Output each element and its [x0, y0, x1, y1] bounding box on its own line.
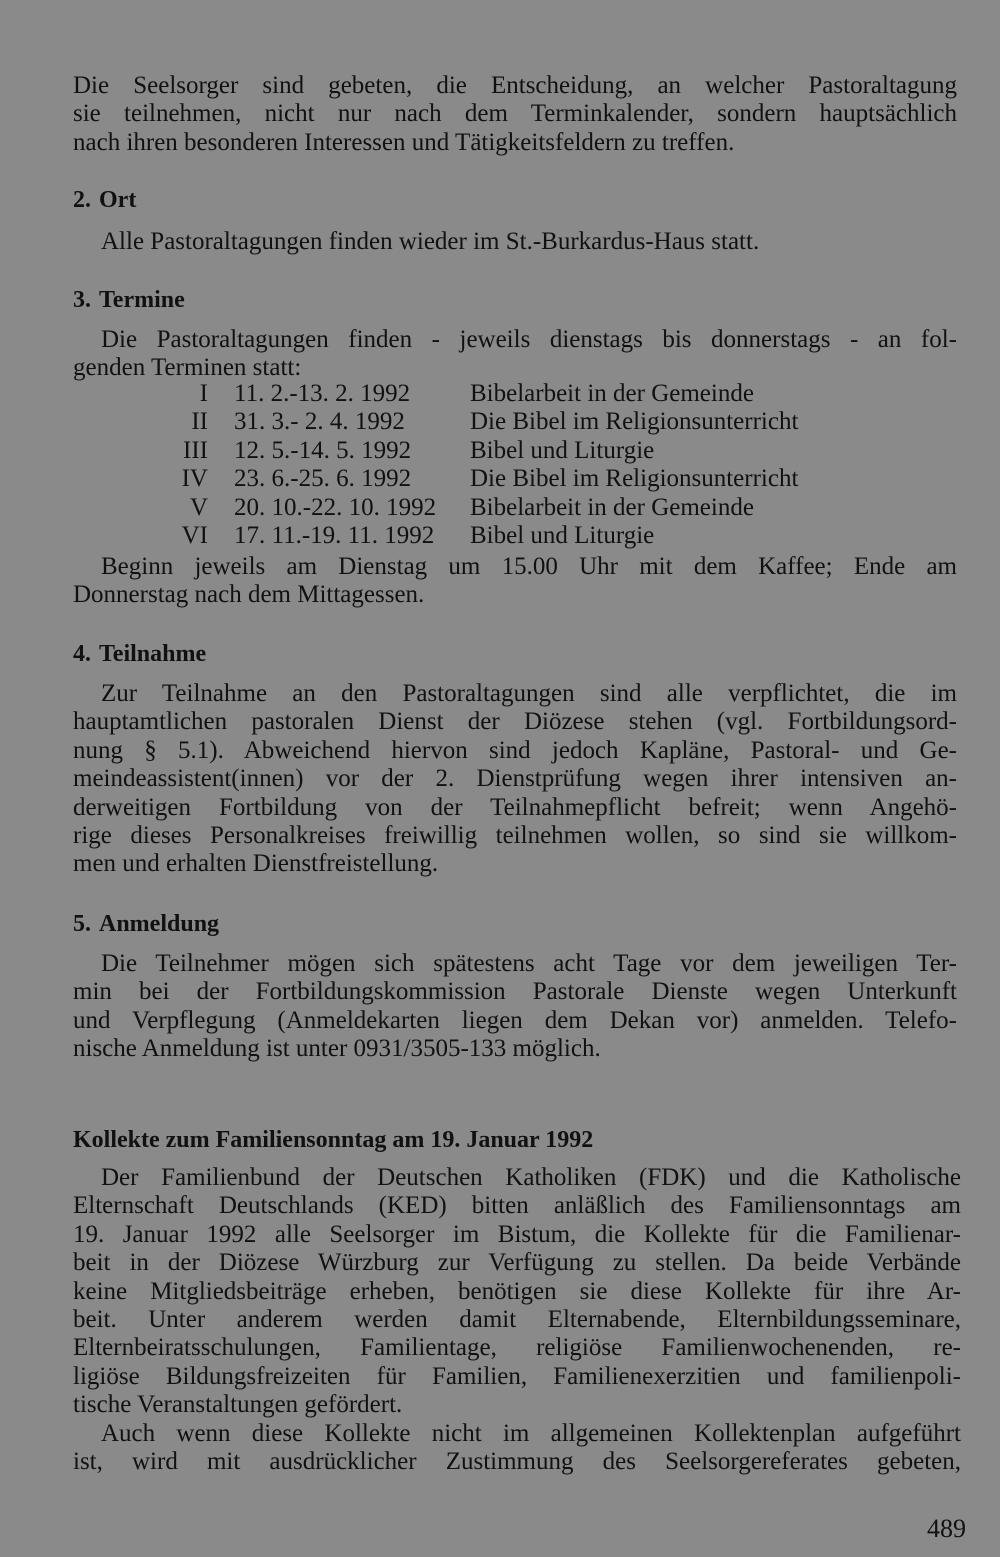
section-title: Anmeldung: [99, 911, 220, 937]
text-line: nung § 5.1). Abweichend hiervon sind jedoch Kapläne, Pastoral- und Ge-: [73, 736, 957, 764]
schedule-topic: Bibelarbeit in der Gemeinde: [470, 493, 754, 521]
section-number: 4.: [73, 641, 91, 667]
text-line: beit in der Diözese Würzburg zur Verfügung zu stellen. Da beide Verbände: [73, 1249, 961, 1277]
text-line: men und erhalten Dienstfreistellung.: [73, 850, 439, 878]
text-line: ligiöse Bildungsfreizeiten für Familien, Familienexerzitien und familienpoli-: [73, 1362, 961, 1390]
schedule-roman: V: [189, 493, 208, 521]
text-line: Zur Teilnahme an den Pastoraltagungen sind alle verpflichtet, die im: [101, 680, 957, 707]
text-line: Beginn jeweils am Dienstag um 15.00 Uhr mit dem Kaffee; Ende am: [101, 553, 957, 580]
kollekte-heading: [73, 1126, 593, 1154]
text-line: rige dieses Personalkreises freiwillig teilnehmen wollen, so sind sie willkom-: [73, 822, 957, 850]
text-line: Der Familienbund der Deutschen Katholiken (FDK) und die Katholische: [101, 1164, 961, 1191]
anmeldung-paragraph: [73, 950, 957, 1064]
schedule-topic: Die Bibel im Religionsunterricht: [470, 465, 799, 493]
schedule-dates: 17. 11.-19. 11. 1992: [234, 522, 435, 550]
table-row: [150, 408, 798, 436]
text-line: tische Veranstaltungen gefördert.: [73, 1391, 403, 1419]
section-heading-ort: [73, 186, 136, 214]
section-number: 5.: [73, 911, 91, 937]
section-title: Teilnahme: [99, 641, 207, 667]
text-line: genden Terminen statt:: [73, 354, 302, 382]
section-heading-termine: [73, 286, 185, 314]
intro-paragraph: [73, 72, 957, 157]
termine-intro: [73, 326, 957, 383]
schedule-roman: II: [191, 408, 208, 436]
text-line: min bei der Fortbildungskommission Pastorale Dienste wegen Unterkunft: [73, 978, 957, 1006]
table-row: [150, 494, 798, 522]
page-number: 489: [927, 1514, 966, 1543]
text-line: Auch wenn diese Kollekte nicht im allgemeinen Kollektenplan aufgeführt: [101, 1419, 961, 1447]
text-line: Elternschaft Deutschlands (KED) bitten anläßlich des Familiensonntags am: [73, 1192, 961, 1220]
text-line: Die Teilnehmer mögen sich spätestens acht Tage vor dem jeweiligen Ter-: [101, 950, 957, 977]
section-number: 2.: [73, 187, 91, 213]
text-line: Alle Pastoraltagungen finden wieder im St.-Burkardus-Haus statt.: [101, 228, 760, 255]
section-number: 3.: [73, 287, 91, 313]
text-line: meindeassistent(innen) vor der 2. Dienstprüfung wegen ihrer intensiven an-: [73, 765, 957, 793]
text-line: keine Mitgliedsbeiträge erheben, benötigen sie diese Kollekte für ihre Ar-: [73, 1277, 961, 1305]
text-line: hauptamtlichen pastoralen Dienst der Diözese stehen (vgl. Fortbildungsord-: [73, 708, 957, 736]
schedule-roman: III: [183, 436, 208, 464]
ort-paragraph: [73, 228, 985, 256]
text-line: derweitigen Fortbildung von der Teilnahmepflicht befreit; wenn Angehö-: [73, 793, 957, 821]
table-row: [150, 437, 798, 465]
table-row: [150, 522, 798, 550]
text-line: beit. Unter anderem werden damit Elternabende, Elternbildungsseminare,: [73, 1306, 961, 1334]
kollekte-title: Kollekte zum Familiensonntag am 19. Januar 1992: [73, 1127, 594, 1153]
text-line: Die Seelsorger sind gebeten, die Entscheidung, an welcher Pastoraltagung: [73, 72, 957, 99]
schedule-topic: Bibelarbeit in der Gemeinde: [470, 380, 754, 407]
schedule-topic: Die Bibel im Religionsunterricht: [470, 408, 799, 436]
teilnahme-paragraph: [73, 680, 957, 879]
termine-after: [73, 553, 957, 610]
kollekte-paragraph: [73, 1164, 961, 1476]
text-line: nach ihren besonderen Interessen und Tätigkeitsfeldern zu treffen.: [73, 128, 735, 156]
schedule-dates: 11. 2.-13. 2. 1992: [234, 380, 411, 407]
schedule-topic: Bibel und Liturgie: [470, 522, 655, 550]
schedule-topic: Bibel und Liturgie: [470, 436, 655, 464]
section-heading-anmeldung: [73, 910, 219, 938]
section-heading-teilnahme: [73, 640, 206, 668]
schedule-dates: 12. 5.-14. 5. 1992: [234, 436, 412, 464]
section-title: Termine: [99, 287, 185, 313]
text-line: 19. Januar 1992 alle Seelsorger im Bistum, die Kollekte für die Familienar-: [73, 1220, 961, 1248]
text-line: ist, wird mit ausdrücklicher Zustimmung des Seelsorgereferates gebeten,: [73, 1448, 961, 1476]
table-row: [150, 380, 798, 408]
text-line: sie teilnehmen, nicht nur nach dem Terminkalender, sondern hauptsächlich: [73, 100, 957, 128]
schedule-dates: 20. 10.-22. 10. 1992: [234, 493, 437, 521]
schedule-dates: 23. 6.-25. 6. 1992: [234, 465, 412, 493]
text-line: nische Anmeldung ist unter 0931/3505-133 möglich.: [73, 1035, 601, 1063]
table-row: [150, 465, 798, 493]
schedule-table: [150, 380, 798, 550]
schedule-roman: IV: [181, 465, 208, 493]
schedule-roman: VI: [181, 522, 208, 550]
text-line: und Verpflegung (Anmeldekarten liegen dem Dekan vor) anmelden. Telefo-: [73, 1006, 957, 1034]
schedule-roman: I: [199, 380, 208, 407]
text-line: Die Pastoraltagungen finden - jeweils dienstags bis donnerstags - an fol-: [101, 326, 957, 353]
text-line: Donnerstag nach dem Mittagessen.: [73, 581, 425, 609]
schedule-dates: 31. 3.- 2. 4. 1992: [234, 408, 405, 436]
text-line: Elternbeiratsschulungen, Familientage, religiöse Familienwochenenden, re-: [73, 1334, 961, 1362]
section-title: Ort: [99, 187, 137, 213]
